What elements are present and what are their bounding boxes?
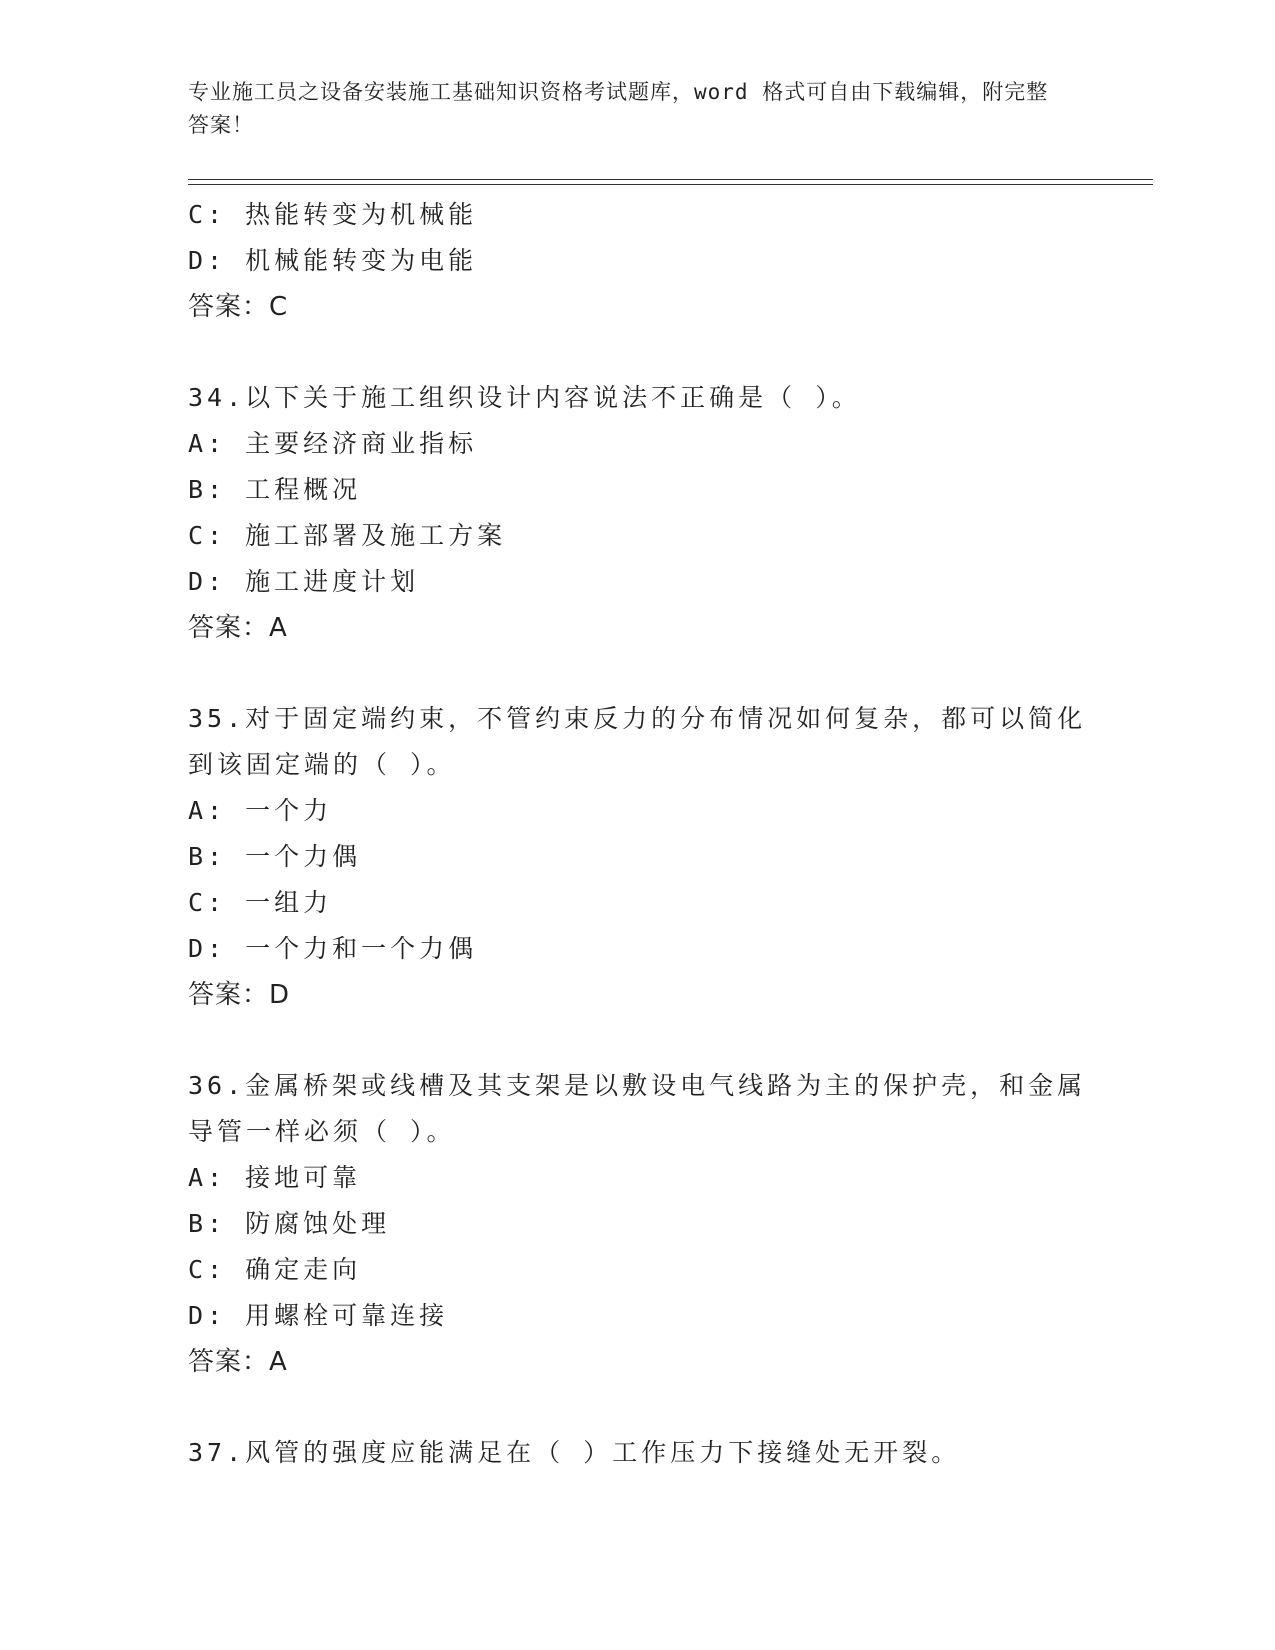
header-divider-bottom (188, 184, 1153, 185)
answer: 答案：D (188, 980, 291, 1010)
question-34 (188, 375, 1088, 651)
option-a: A: 接地可靠 (188, 1163, 362, 1192)
question-stem: 34.以下关于施工组织设计内容说法不正确是（ ）。 (188, 383, 861, 412)
option-d: D: 一个力和一个力偶 (188, 934, 478, 963)
question-spacer (188, 330, 1088, 375)
question-stem: 35.对于固定端约束，不管约束反力的分布情况如何复杂，都可以简化到该固定端的（ ）。 (188, 704, 1087, 779)
option-b: B: 工程概况 (188, 475, 362, 504)
option-a: A: 一个力 (188, 796, 333, 825)
option-d: D: 机械能转变为电能 (188, 246, 478, 275)
question-36 (188, 1063, 1088, 1385)
option-d: D: 施工进度计划 (188, 567, 420, 596)
question-stem: 37.风管的强度应能满足在（ ）工作压力下接缝处无开裂。 (188, 1438, 961, 1467)
option-d: D: 用螺栓可靠连接 (188, 1301, 449, 1330)
header-divider-top (188, 179, 1153, 180)
question-37 (188, 1430, 1088, 1476)
question-spacer (188, 1385, 1088, 1430)
option-c: C: 热能转变为机械能 (188, 200, 478, 229)
answer: 答案：A (188, 1347, 288, 1377)
question-stem: 36.金属桥架或线槽及其支架是以敷设电气线路为主的保护壳，和金属导管一样必须（ ）。 (188, 1071, 1087, 1146)
question-33 (188, 192, 1088, 330)
option-b: B: 防腐蚀处理 (188, 1209, 391, 1238)
question-35 (188, 696, 1088, 1018)
answer: 答案：A (188, 613, 288, 643)
question-spacer (188, 651, 1088, 696)
document-header: 专业施工员之设备安装施工基础知识资格考试题库，word 格式可自由下载编辑，附完整答案！ (188, 80, 1049, 137)
question-list (188, 192, 1088, 1476)
option-a: A: 主要经济商业指标 (188, 429, 478, 458)
answer: 答案：C (188, 292, 289, 322)
option-c: C: 确定走向 (188, 1255, 362, 1284)
option-c: C: 施工部署及施工方案 (188, 521, 507, 550)
question-spacer (188, 1018, 1088, 1063)
option-c: C: 一组力 (188, 888, 333, 917)
option-b: B: 一个力偶 (188, 842, 362, 871)
